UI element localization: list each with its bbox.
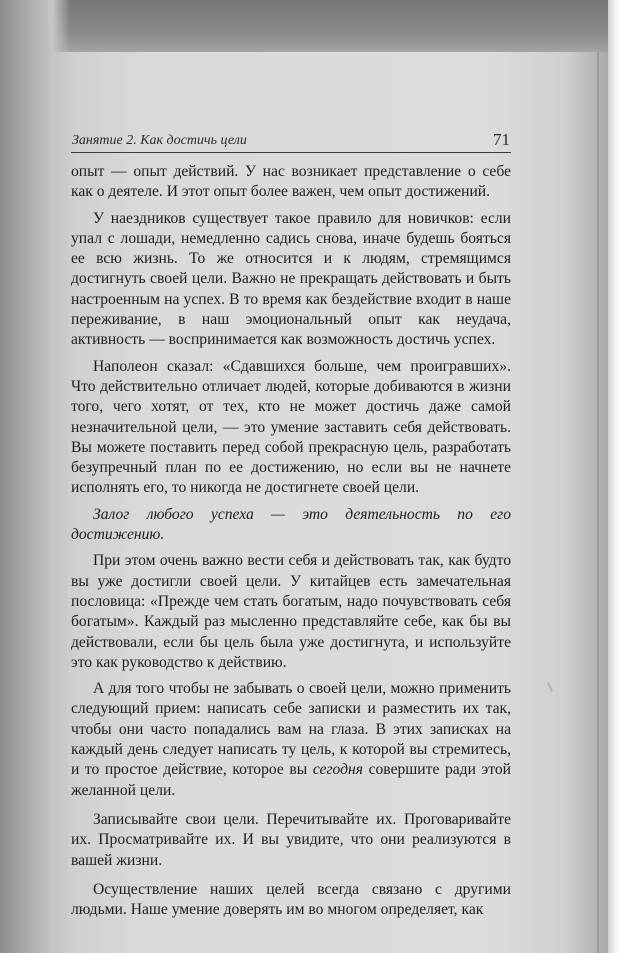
page-edge-line <box>597 52 599 953</box>
running-title: Занятие 2. Как достичь цели <box>72 133 247 148</box>
scan-top-band <box>0 0 620 56</box>
paragraph-4-emphasis: Залог любого успеха — это деятельность по его достижению. <box>71 505 511 544</box>
paragraph-2: У наездников существует такое правило для новичков: если упал с лошади, немедленно садись снова, иначе будешь бояться ее всю жизнь. То же относится и к людям, стремящимся достигнуть своей цели. Важно не прекращать действовать и быть настроенным на успех. В то время как бездействие входит в наше переживание, в наш эмоциональный опыт как неудача, активность — воспринимается как возможность достичь успех. <box>71 209 511 349</box>
paragraph-6-emphasis: сегодня <box>312 761 363 779</box>
paragraph-6 <box>71 679 511 801</box>
page-header <box>71 130 511 153</box>
body-text <box>71 162 511 920</box>
paragraph-6-start: А для того чтобы не забывать о своей цели, можно применить следующий прием: написать себе записки и разместить их так, чтобы они часто попадались вам на глаза. В этих записках на каждый день следует написать ту цель, к которой вы стремитесь, и то простое действие, которое вы <box>71 680 511 779</box>
spine-shadow <box>0 0 70 953</box>
paragraph-5: При этом очень важно вести себя и действовать так, как будто вы уже достигли своей цели. У китайцев есть замечательная пословица: «Прежде чем стать богатым, надо почувствовать себя богатым». Каждый раз мысленно представляйте себе, как бы вы действовали, если бы цель была уже достигнута, и используйте это как руководство к действию. <box>71 552 511 671</box>
scan-right-edge <box>608 0 620 953</box>
paragraph-6-end: совершите ради этой желанной цели. <box>71 761 511 799</box>
paragraph-8: Осуществление наших целей всегда связано с другими людьми. Наше умение доверять им во многом определяет, как <box>71 880 511 919</box>
paragraph-7: Записывайте свои цели. Перечитывайте их. Проговаривайте их. Просматривайте их. И вы увидите, что они реализуются в вашей жизни. <box>71 810 511 869</box>
paragraph-3: Наполеон сказал: «Сдавшихся больше, чем проигравших». Что действительно отличает людей, которые добиваются в жизни того, чего хотят, от тех, кто не может достичь даже самой незначительной цели, — это умение заставить себя действовать. Вы можете поставить перед собой прекрасную цель, разработать безупречный план по ее достижению, но если вы не начнете исполнять его, то никогда не достигнете своей цели. <box>71 357 511 497</box>
page-number: 71 <box>493 130 510 149</box>
paragraph-1: опыт — опыт действий. У нас возникает представление о себе как о деятеле. И этот опыт более важен, чем опыт достижений. <box>71 163 511 201</box>
